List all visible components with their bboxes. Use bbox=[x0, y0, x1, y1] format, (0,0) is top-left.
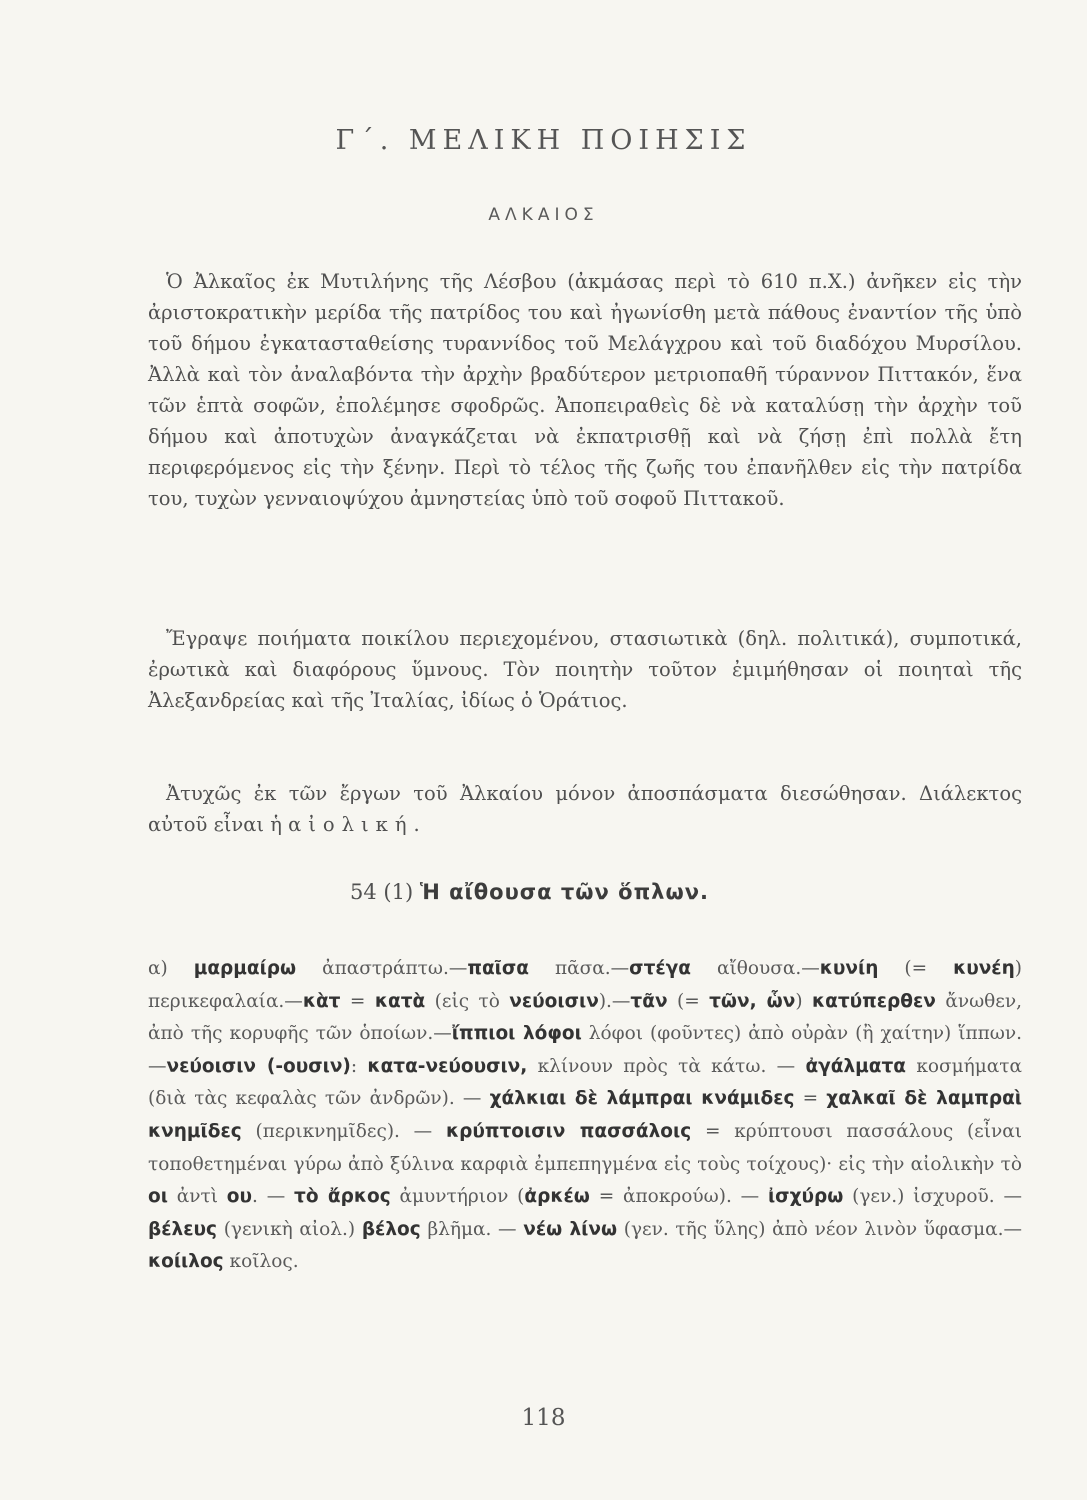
glossary-notes bbox=[148, 953, 1022, 1279]
gloss-text: κλίνουν πρὸς τὰ κάτω. — bbox=[527, 1055, 806, 1077]
gloss-text: = ἀποκρούω). — bbox=[589, 1186, 768, 1208]
gloss-term: τᾶν bbox=[630, 990, 668, 1012]
gloss-term: κρύπτοισιν πασσάλοις bbox=[445, 1120, 692, 1142]
gloss-term: κοίιλος bbox=[148, 1251, 224, 1273]
gloss-text: κοσμήματα (διὰ τὰς κεφαλὰς τῶν ἀνδρῶν). — bbox=[148, 1055, 1022, 1110]
gloss-term: τὸ ἄρκος bbox=[294, 1186, 391, 1208]
gloss-text: ἀμυντήριον ( bbox=[390, 1186, 525, 1208]
paragraph-3-end: . bbox=[413, 813, 420, 836]
gloss-term: βέλευς bbox=[148, 1218, 218, 1240]
gloss-term: στέγα bbox=[629, 958, 691, 979]
gloss-text: ἄνωθεν, ἀπὸ τῆς κορυφῆς τῶν ὁποίων.— bbox=[148, 990, 1023, 1045]
gloss-text: (= bbox=[878, 958, 954, 979]
gloss-term: ἀρκέω bbox=[524, 1186, 590, 1208]
gloss-text: (γεν. τῆς ὕλης) ἀπὸ νέον λινὸν ὕφασμα.— bbox=[617, 1218, 1023, 1240]
poem-title: Ἡ αἴθουσα τῶν ὅπλων. bbox=[419, 880, 709, 904]
gloss-term: χαλκαῖ δὲ λαμπραὶ κνημῖδες bbox=[148, 1088, 1022, 1142]
gloss-term: ἴππιοι λόφοι bbox=[451, 1023, 582, 1045]
gloss-term: νέω λίνω bbox=[523, 1218, 618, 1240]
gloss-text: (= bbox=[667, 990, 710, 1012]
gloss-term: κατύπερθεν bbox=[811, 990, 936, 1012]
gloss-term: νεύοισιν bbox=[509, 990, 599, 1012]
gloss-text: = κρύπτουσι πασσάλους (εἶναι τοποθετημέναι γύρω ἀπὸ ξύλινα καρφιὰ ἐμπεπηγμένα εἰς τοὺς τοίχους)· εἰς τὴν αἰολικὴν τὸ bbox=[148, 1120, 1023, 1175]
page-title: Γ΄. ΜΕΛΙΚΗ ΠΟΙΗΣΙΣ bbox=[335, 125, 752, 156]
gloss-text: α) bbox=[148, 958, 194, 979]
gloss-term: βέλος bbox=[361, 1218, 421, 1240]
gloss-text: . — bbox=[252, 1186, 295, 1208]
gloss-term: κατὰ bbox=[374, 990, 426, 1012]
gloss-term: ἰσχύρω bbox=[767, 1186, 844, 1208]
gloss-text: ) περικεφαλαία.— bbox=[148, 958, 1022, 1012]
gloss-term: οι bbox=[148, 1186, 168, 1208]
paragraph-2: Ἔγραψε ποιήματα ποικίλου περιεχομένου, στασιωτικὰ (δηλ. πολιτικά), συμποτικά, ἐρωτικὰ καὶ διαφόρους ὕμνους. Τὸν ποιητὴν τοῦτον ἐμιμήθησαν οἱ ποιηταὶ τῆς Ἀλεξανδρείας καὶ τῆς Ἰταλίας, ἰδίως ὁ Ὁράτιος. bbox=[148, 627, 1022, 712]
gloss-term: κυνέη bbox=[953, 958, 1015, 979]
poem-heading bbox=[350, 880, 709, 904]
gloss-text: κοῖλος. bbox=[223, 1251, 299, 1273]
gloss-term: μαρμαίρω bbox=[193, 958, 297, 979]
gloss-term: κὰτ bbox=[302, 990, 341, 1012]
gloss-text: ἀπαστράπτω.— bbox=[296, 958, 468, 979]
gloss-text: λόφοι (φοῦντες) ἀπὸ οὐρὰν (ἢ χαίτην) ἵππων.— bbox=[148, 1023, 1022, 1077]
dialect-term: αἰολική bbox=[288, 813, 414, 836]
gloss-term: κυνίη bbox=[819, 958, 879, 979]
gloss-text: ) bbox=[795, 990, 812, 1012]
gloss-term: ου bbox=[226, 1186, 252, 1208]
gloss-term: χάλκιαι δὲ λάμπραι κνάμιδες bbox=[489, 1088, 795, 1110]
author-heading: ΑΛΚΑΙΟΣ bbox=[488, 205, 599, 225]
paragraph-3 bbox=[148, 778, 1022, 840]
gloss-term: παῖσα bbox=[467, 958, 530, 979]
gloss-text: (περικνημῖδες). — bbox=[241, 1120, 446, 1142]
gloss-text: (γενικὴ αἰολ.) bbox=[217, 1218, 362, 1240]
gloss-text: αἴθουσα.— bbox=[690, 958, 820, 979]
gloss-text: = bbox=[794, 1088, 827, 1110]
gloss-text: ).— bbox=[598, 990, 631, 1012]
gloss-text: ἀντὶ bbox=[167, 1186, 227, 1208]
gloss-text: βλῆμα. — bbox=[420, 1218, 524, 1240]
page-number: 118 bbox=[521, 1405, 566, 1431]
works-paragraph bbox=[148, 623, 1022, 716]
gloss-term: τῶν, ὧν bbox=[709, 990, 796, 1012]
gloss-text: = bbox=[340, 990, 375, 1012]
poem-number: 54 (1) bbox=[350, 880, 414, 904]
gloss-term: κατα-νεύουσιν, bbox=[367, 1055, 528, 1077]
gloss-term: ἀγάλματα bbox=[805, 1055, 907, 1077]
gloss-term: νεύοισιν (-ουσιν) bbox=[166, 1055, 351, 1077]
paragraph-3-text: Ἀτυχῶς ἐκ τῶν ἔργων τοῦ Ἀλκαίου μόνον ἀποσπάσματα διεσώθησαν. Διάλεκτος αὐτοῦ εἶναι ἡ bbox=[148, 782, 1022, 836]
dialect-paragraph bbox=[148, 778, 1022, 840]
paragraph-1: Ὁ Ἀλκαῖος ἐκ Μυτιλήνης τῆς Λέσβου (ἀκμάσας περὶ τὸ 610 π.Χ.) ἀνῆκεν εἰς τὴν ἀριστοκρατικὴν μερίδα τῆς πατρίδος του καὶ ἠγωνίσθη μετὰ πάθους ἐναντίον τῆς ὑπὸ τοῦ δήμου ἐγκατασταθείσης τυραννίδος τοῦ Μελάγχρου καὶ τοῦ διαδόχου Μυρσίλου. Ἀλλὰ καὶ τὸν ἀναλαβόντα τὴν ἀρχὴν βραδύτερον μετριοπαθῆ τύραννον Πιττακόν, ἕνα τῶν ἑπτὰ σοφῶν, ἐπολέμησε σφοδρῶς. Ἀποπειραθεὶς δὲ νὰ καταλύσῃ τὴν ἀρχὴν τοῦ δήμου καὶ ἀποτυχὼν ἀναγκάζεται νὰ ἐκπατρισθῇ καὶ νὰ ζήσῃ ἐπὶ πολλὰ ἔτη περιφερόμενος εἰς τὴν ξένην. Περὶ τὸ τέλος τῆς ζωῆς του ἐπανῆλθεν εἰς τὴν πατρίδα του, τυχὼν γενναιοψύχου ἀμνηστείας ὑπὸ τοῦ σοφοῦ Πιττακοῦ. bbox=[148, 270, 1022, 510]
biography-paragraph bbox=[148, 266, 1022, 514]
gloss-text: (εἰς τὸ bbox=[425, 990, 510, 1012]
gloss-text: : bbox=[350, 1055, 368, 1077]
gloss-text: (γεν.) ἰσχυροῦ. — bbox=[843, 1186, 1022, 1208]
gloss-text: πᾶσα.— bbox=[529, 958, 630, 979]
